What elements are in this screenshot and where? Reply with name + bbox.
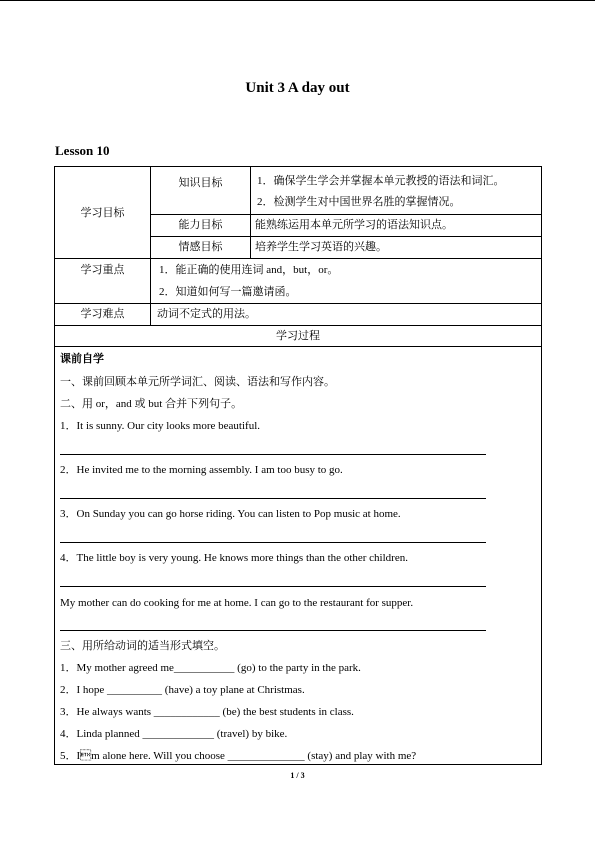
col-rule: [54, 166, 55, 765]
preview-heading: 课前自学: [60, 353, 104, 365]
fill-item: 2．I hope __________ (have) a toy plane at Christmas.: [60, 684, 305, 696]
answer-line: [60, 498, 486, 499]
knowledge-item: 1．确保学生学会并掌握本单元教授的语法和词汇。: [257, 175, 505, 187]
lesson-heading: Lesson 10: [55, 143, 110, 158]
ability-label: 能力目标: [178, 219, 223, 231]
knowledge-label: 知识目标: [178, 177, 223, 189]
row-rule: [54, 764, 542, 765]
answer-line: [60, 586, 486, 587]
page-title: Unit 3 A day out: [245, 80, 350, 96]
col-rule: [250, 166, 251, 258]
combine-sentence: 2．He invited me to the morning assembly. I am too busy to go.: [60, 464, 343, 476]
knowledge-item: 2．检测学生对中国世界名胜的掌握情况。: [257, 196, 461, 208]
row-rule: [150, 214, 542, 215]
key-points-label: 学习重点: [80, 264, 125, 276]
emotion-label: 情感目标: [178, 241, 223, 253]
combine-sentence: My mother can do cooking for me at home. I can go to the restaurant for supper.: [60, 597, 414, 609]
key-point-item: 2．知道如何写一篇邀请函。: [159, 286, 297, 298]
objectives-label: 学习目标: [80, 207, 125, 219]
fill-item: 3．He always wants ____________ (be) the best students in class.: [60, 706, 354, 718]
combine-sentence: 4．The little boy is very young. He knows more things than the other children.: [60, 552, 408, 564]
difficulty-text: 动词不定式的用法。: [157, 308, 256, 320]
page-number: 1 / 3: [290, 771, 305, 780]
row-rule: [54, 166, 542, 167]
answer-line: [60, 454, 486, 455]
key-point-item: 1．能正确的使用连词 and，but，or。: [159, 264, 339, 276]
row-rule: [54, 258, 542, 259]
combine-sentence: 1．It is sunny. Our city looks more beautiful.: [60, 420, 261, 432]
task-3: 三、用所给动词的适当形式填空。: [60, 640, 225, 652]
task-1: 一、课前回顾本单元所学词汇、阅读、语法和写作内容。: [60, 376, 335, 388]
row-rule: [54, 303, 542, 304]
combine-sentence: 3．On Sunday you can go horse riding. You can listen to Pop music at home.: [60, 508, 401, 520]
fill-item: 5．Im alone here. Will you choose ______________ (stay) and play with me?: [60, 750, 417, 762]
row-rule: [54, 346, 542, 347]
fill-item: 4．Linda planned _____________ (travel) by bike.: [60, 728, 288, 740]
task-2: 二、用 or，and 或 but 合并下列句子。: [60, 398, 243, 410]
ability-text: 能熟练运用本单元所学习的语法知识点。: [255, 219, 453, 231]
difficulty-label: 学习难点: [80, 308, 125, 320]
row-rule: [150, 236, 542, 237]
process-header: 学习过程: [276, 330, 320, 342]
answer-line: [60, 630, 486, 631]
top-rule: [0, 0, 595, 1]
answer-line: [60, 542, 486, 543]
row-rule: [54, 325, 542, 326]
col-rule: [541, 166, 542, 765]
emotion-text: 培养学生学习英语的兴趣。: [255, 241, 387, 253]
fill-item: 1．My mother agreed me___________ (go) to the party in the park.: [60, 662, 361, 674]
